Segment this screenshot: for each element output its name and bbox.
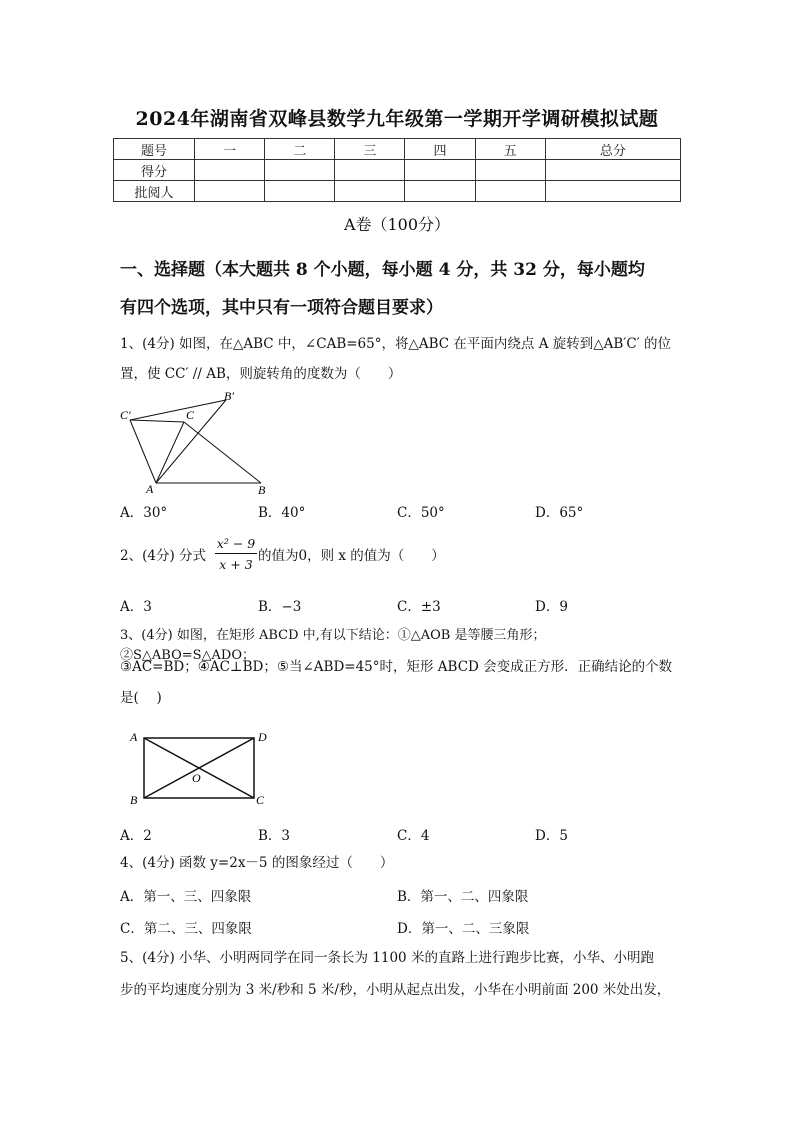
table-cell <box>545 160 680 181</box>
q4-option-a: A．第一、三、四象限 <box>120 889 252 905</box>
segment-ac-prime <box>130 420 156 483</box>
table-cell: 批阅人 <box>114 181 195 202</box>
q1-option-d: D．65° <box>535 505 584 521</box>
q3-option-c: C．4 <box>397 828 430 844</box>
q4-option-d: D．第一、二、三象限 <box>397 921 530 937</box>
q1-line1: 1、(4分) 如图，在△ABC 中，∠CAB=65°，将△ABC 在平面内绕点 A 旋转到△AB′C′ 的位 <box>120 336 672 352</box>
table-cell: 四 <box>405 139 475 160</box>
q1-line2: 置，使 CC′ // AB，则旋转角的度数为（ ） <box>120 366 402 382</box>
label-a: A <box>146 482 154 496</box>
table-cell <box>265 160 335 181</box>
label-c-prime: C′ <box>120 408 131 422</box>
table-cell: 一 <box>195 139 265 160</box>
q1-option-a: A．30° <box>120 505 168 521</box>
label-b: B <box>130 793 138 807</box>
q3-line2: ③AC=BD；④AC⊥BD；⑤当∠ABD=45°时，矩形 ABCD 会变成正方形．正确结论的个数 <box>120 659 673 675</box>
q3-option-a: A．2 <box>120 828 152 844</box>
label-c: C <box>186 408 195 422</box>
q5-line1: 5、(4分) 小华、小明两同学在同一条长为 1100 米的直路上进行跑步比赛，小华、小明跑 <box>120 950 654 966</box>
q2-option-d: D．9 <box>535 599 568 615</box>
section-heading-line2: 有四个选项，其中只有一项符合题目要求） <box>120 298 443 318</box>
segment-cb <box>184 422 261 483</box>
page-title: 2024年湖南省双峰县数学九年级第一学期开学调研模拟试题 <box>135 108 659 130</box>
label-b: B <box>258 483 266 497</box>
q2-fraction <box>215 536 257 572</box>
q2-suffix: 的值为0，则 x 的值为（ ） <box>258 548 445 564</box>
volume-heading: A卷（100分） <box>343 215 451 234</box>
segment-ac <box>156 422 184 483</box>
section-heading-line1: 一、选择题（本大题共 8 个小题，每小题 4 分，共 32 分，每小题均 <box>120 260 645 280</box>
q5-line2: 步的平均速度分别为 3 米/秒和 5 米/秒，小明从起点出发，小华在小明前面 200 米处出发， <box>120 982 671 998</box>
q2-numerator: x² − 9 <box>215 536 257 554</box>
table-cell <box>545 181 680 202</box>
label-b-prime: B′ <box>224 389 234 403</box>
table-cell: 题号 <box>114 139 195 160</box>
q3-option-b: B．3 <box>258 828 291 844</box>
label-d: D <box>258 730 267 744</box>
q2-denominator: x + 3 <box>219 557 253 572</box>
table-cell <box>195 160 265 181</box>
table-cell <box>265 181 335 202</box>
q4-line1: 4、(4分) 函数 y=2x－5 的图象经过（ ） <box>120 855 394 871</box>
q4-option-c: C．第二、三、四象限 <box>120 921 252 937</box>
q2-option-a: A．3 <box>120 599 152 615</box>
q1-option-b: B．40° <box>258 505 306 521</box>
table-cell: 得分 <box>114 160 195 181</box>
score-table <box>113 138 681 202</box>
segment-cc-prime <box>130 420 184 422</box>
label-o: O <box>192 771 201 785</box>
table-cell <box>405 160 475 181</box>
table-cell <box>335 181 405 202</box>
table-row <box>114 181 681 202</box>
table-row <box>114 160 681 181</box>
q2-option-b: B．−3 <box>258 599 302 615</box>
table-row <box>114 139 681 160</box>
q3-line3: 是( ) <box>120 690 162 706</box>
table-cell: 二 <box>265 139 335 160</box>
q2-option-c: C．±3 <box>397 599 441 615</box>
q4-option-b: B．第一、二、四象限 <box>397 889 529 905</box>
q3-option-d: D．5 <box>535 828 568 844</box>
q1-option-c: C．50° <box>397 505 445 521</box>
table-cell: 总分 <box>545 139 680 160</box>
table-cell <box>335 160 405 181</box>
table-cell: 五 <box>475 139 545 160</box>
q3-rectangle-figure <box>122 726 282 814</box>
q2-prefix: 2、(4分) 分式 <box>120 548 207 564</box>
table-cell <box>475 160 545 181</box>
label-a: A <box>130 730 138 744</box>
label-c: C <box>256 793 265 807</box>
table-cell <box>195 181 265 202</box>
table-cell <box>475 181 545 202</box>
table-cell: 三 <box>335 139 405 160</box>
q3-line1: 3、(4分) 如图，在矩形 ABCD 中,有以下结论：①△AOB 是等腰三角形；②S△ABO=S△ADO； <box>120 628 546 663</box>
table-cell <box>405 181 475 202</box>
q1-triangle-figure <box>116 388 276 498</box>
